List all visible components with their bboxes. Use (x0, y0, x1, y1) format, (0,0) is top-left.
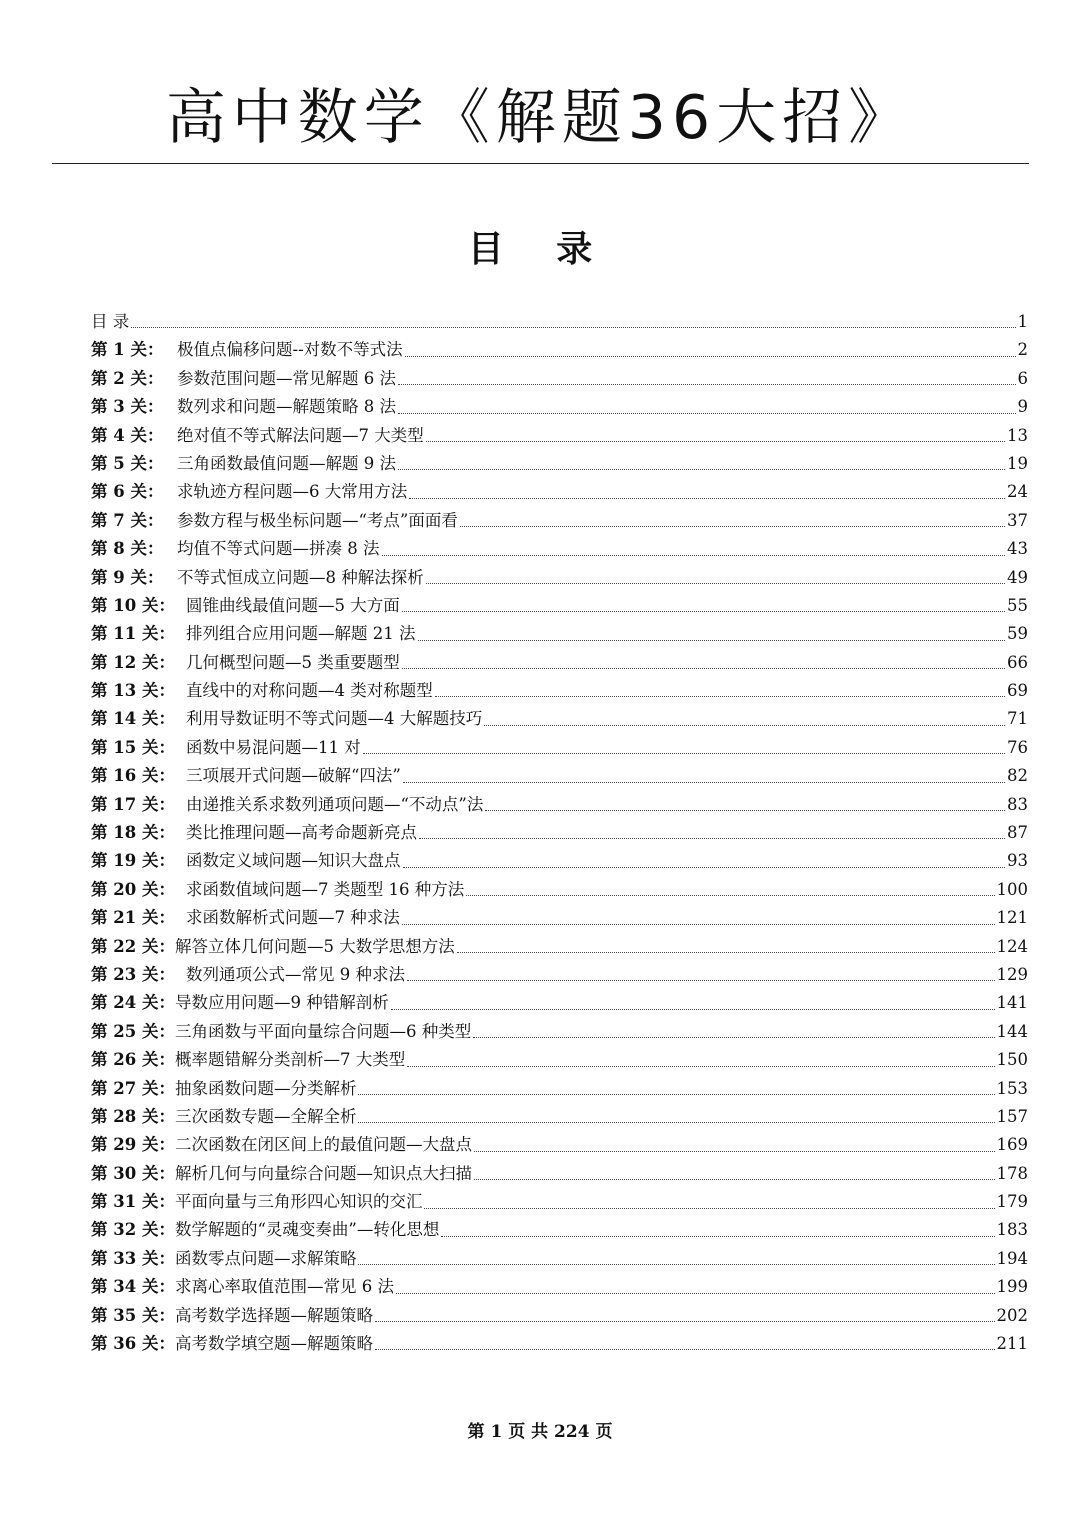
toc-entry-label: 第 29 关： (91, 1135, 175, 1155)
toc-entry-title: 数列通项公式—常见 9 种求法 (186, 964, 405, 984)
toc-entry-label: 第 35 关： (91, 1305, 175, 1325)
toc-entry[interactable] (91, 365, 1028, 393)
toc-dot-leader (407, 1066, 994, 1067)
toc-entry-page: 121 (996, 908, 1028, 928)
toc-entry-title: 平面向量与三角形四心知识的交汇 (174, 1192, 423, 1212)
toc-entry-label: 第 31 关： (91, 1192, 175, 1212)
toc-entry[interactable] (91, 933, 1028, 961)
toc-entry[interactable] (91, 649, 1028, 677)
toc-dot-leader (375, 1321, 995, 1322)
toc-entry-title: 三次函数专题—全解全析 (174, 1106, 357, 1126)
toc-entry-label: 第 18 关： (91, 823, 175, 843)
toc-entry-title: 三角函数最值问题—解题 9 法 (177, 453, 396, 473)
toc-entry-title: 均值不等式问题—拼凑 8 法 (177, 539, 380, 559)
toc-dot-leader (398, 413, 1016, 414)
toc-entry-title: 不等式恒成立问题—8 种解法探析 (177, 567, 424, 587)
toc-entry[interactable] (91, 1103, 1028, 1131)
toc-entry-page: 129 (996, 964, 1028, 984)
toc-entry-page: 24 (1007, 482, 1028, 502)
toc-entry-page: 71 (1007, 709, 1028, 729)
toc-dot-leader (358, 1122, 994, 1123)
toc-entry-title: 由递推关系求数列通项问题—“不动点”法 (186, 794, 484, 814)
toc-entry-label: 第 11 关： (91, 624, 175, 644)
toc-dot-leader (466, 895, 994, 896)
toc-entry-label: 第 17 关： (91, 794, 175, 814)
toc-dot-leader (426, 441, 1005, 442)
toc-entry-page: 6 (1017, 368, 1028, 388)
toc-entry-title: 直线中的对称问题—4 类对称题型 (186, 681, 433, 701)
toc-entry-title: 解析几何与向量综合问题—知识点大扫描 (174, 1163, 472, 1183)
toc-dot-leader (396, 1293, 995, 1294)
toc-dot-leader (403, 867, 1006, 868)
toc-dot-leader (402, 924, 995, 925)
toc-dot-leader (418, 640, 1006, 641)
toc-entry[interactable] (91, 904, 1028, 932)
toc-entry[interactable] (91, 1046, 1028, 1074)
toc-entry-label: 第 23 关： (91, 964, 175, 984)
toc-entry-label: 第 30 关： (91, 1163, 175, 1183)
toc-dot-leader (402, 668, 1005, 669)
toc-entry-label: 第 3 关： (91, 397, 164, 417)
toc-entry-page: 144 (996, 1021, 1028, 1041)
toc-dot-leader (403, 782, 1005, 783)
toc-entry[interactable] (91, 1245, 1028, 1273)
toc-dot-leader (131, 327, 1015, 328)
toc-entry-title: 二次函数在闭区间上的最值问题—大盘点 (174, 1135, 472, 1155)
toc-entry-page: 199 (996, 1277, 1028, 1297)
toc-entry-title: 极值点偏移问题--对数不等式法 (177, 340, 403, 360)
toc-entry-label: 第 7 关： (91, 510, 164, 530)
toc-entry-title: 求函数值域问题—7 类题型 16 种方法 (186, 879, 465, 899)
toc-dot-leader (473, 1037, 994, 1038)
toc-entry-title: 参数方程与极坐标问题—“考点”面面看 (177, 510, 458, 530)
toc-entry-title: 导数应用问题—9 种错解剖析 (174, 993, 389, 1013)
toc-entry-label: 目 录 (91, 311, 130, 331)
toc-entry[interactable] (91, 393, 1028, 421)
toc-entry-label: 第 24 关： (91, 993, 175, 1013)
toc-entry-label: 第 1 关： (91, 340, 164, 360)
toc-entry-page: 69 (1007, 681, 1028, 701)
toc-entry-page: 141 (996, 993, 1028, 1013)
toc-entry-title: 求离心率取值范围—常见 6 法 (174, 1277, 394, 1297)
table-of-contents (91, 308, 1028, 1358)
toc-entry-label: 第 5 关： (91, 453, 164, 473)
toc-entry-page: 153 (996, 1078, 1028, 1098)
toc-entry[interactable] (91, 961, 1028, 989)
toc-entry-page: 100 (996, 879, 1028, 899)
toc-dot-leader (460, 526, 1005, 527)
toc-entry-label: 第 19 关： (91, 851, 175, 871)
toc-entry[interactable] (91, 1302, 1028, 1330)
toc-entry-page: 211 (996, 1334, 1028, 1354)
toc-entry-label: 第 8 关： (91, 539, 164, 559)
toc-entry-page: 76 (1007, 737, 1028, 757)
toc-dot-leader (358, 1094, 994, 1095)
toc-entry[interactable] (91, 1160, 1028, 1188)
toc-entry-page: 124 (996, 936, 1028, 956)
toc-entry-label: 第 26 关： (91, 1050, 175, 1070)
toc-dot-leader (485, 810, 1005, 811)
toc-entry-title: 函数定义域问题—知识大盘点 (186, 851, 401, 871)
toc-entry-label: 第 10 关： (91, 595, 175, 615)
toc-entry-title: 三角函数与平面向量综合问题—6 种类型 (174, 1021, 472, 1041)
toc-dot-leader (398, 469, 1005, 470)
toc-entry[interactable] (91, 507, 1028, 535)
toc-entry-label: 第 15 关： (91, 737, 175, 757)
toc-entry[interactable] (91, 620, 1028, 648)
toc-entry-page: 2 (1017, 340, 1028, 360)
toc-entry[interactable] (91, 308, 1028, 336)
toc-entry-label: 第 9 关： (91, 567, 164, 587)
toc-entry-label: 第 27 关： (91, 1078, 175, 1098)
toc-entry-page: 93 (1007, 851, 1028, 871)
toc-entry-label: 第 4 关： (91, 425, 164, 445)
toc-entry[interactable] (91, 847, 1028, 875)
toc-entry-title: 抽象函数问题—分类解析 (174, 1078, 357, 1098)
toc-entry-label: 第 28 关： (91, 1106, 175, 1126)
toc-dot-leader (409, 498, 1005, 499)
toc-entry-label: 第 13 关： (91, 681, 175, 701)
toc-entry[interactable] (91, 989, 1028, 1017)
toc-entry-page: 43 (1007, 539, 1028, 559)
toc-entry-label: 第 33 关： (91, 1248, 175, 1268)
page-footer: 第 1 页 共 224 页 (467, 1422, 613, 1442)
toc-dot-leader (435, 696, 1005, 697)
toc-entry-title: 解答立体几何问题—5 大数学思想方法 (174, 936, 455, 956)
toc-heading: 目 录 (467, 229, 613, 270)
toc-entry-title: 参数范围问题—常见解题 6 法 (177, 368, 396, 388)
toc-entry-title: 几何概型问题—5 类重要题型 (186, 652, 400, 672)
toc-entry[interactable] (91, 734, 1028, 762)
toc-entry-label: 第 32 关： (91, 1220, 175, 1240)
toc-entry-page: 179 (996, 1192, 1028, 1212)
toc-entry[interactable] (91, 677, 1028, 705)
toc-entry-label: 第 21 关： (91, 908, 175, 928)
toc-entry-page: 1 (1017, 311, 1028, 331)
toc-dot-leader (407, 980, 995, 981)
toc-entry-title: 求函数解析式问题—7 种求法 (186, 908, 400, 928)
toc-entry-label: 第 20 关： (91, 879, 175, 899)
toc-dot-leader (426, 583, 1005, 584)
toc-entry-label: 第 14 关： (91, 709, 175, 729)
toc-entry-page: 150 (996, 1050, 1028, 1070)
toc-entry[interactable] (91, 1273, 1028, 1301)
toc-entry-label: 第 16 关： (91, 766, 175, 786)
toc-dot-leader (375, 1349, 995, 1350)
toc-entry-page: 19 (1007, 453, 1028, 473)
toc-entry-label: 第 22 关： (91, 936, 175, 956)
toc-entry-page: 157 (996, 1106, 1028, 1126)
toc-entry-page: 178 (996, 1163, 1028, 1183)
toc-entry-page: 55 (1007, 595, 1028, 615)
toc-entry-page: 9 (1017, 397, 1028, 417)
toc-entry-page: 83 (1007, 794, 1028, 814)
toc-entry-label: 第 25 关： (91, 1021, 175, 1041)
toc-entry[interactable] (91, 791, 1028, 819)
toc-entry-page: 66 (1007, 652, 1028, 672)
toc-entry-page: 169 (996, 1135, 1028, 1155)
toc-entry[interactable] (91, 1131, 1028, 1159)
toc-entry-label: 第 6 关： (91, 482, 164, 502)
toc-dot-leader (441, 1236, 994, 1237)
toc-dot-leader (474, 1151, 995, 1152)
toc-dot-leader (402, 611, 1005, 612)
toc-entry[interactable] (91, 1018, 1028, 1046)
toc-dot-leader (484, 725, 1005, 726)
toc-entry[interactable] (91, 422, 1028, 450)
toc-entry[interactable] (91, 1188, 1028, 1216)
toc-entry-page: 87 (1007, 823, 1028, 843)
toc-entry[interactable] (91, 1217, 1028, 1245)
toc-dot-leader (419, 838, 1005, 839)
toc-entry-page: 49 (1007, 567, 1028, 587)
toc-entry-page: 202 (996, 1305, 1028, 1325)
toc-dot-leader (405, 356, 1016, 357)
toc-entry[interactable] (91, 592, 1028, 620)
toc-entry-label: 第 34 关： (91, 1277, 175, 1297)
toc-entry-title: 三项展开式问题—破解“四法” (186, 766, 401, 786)
toc-entry-title: 利用导数证明不等式问题—4 大解题技巧 (186, 709, 483, 729)
toc-entry[interactable] (91, 336, 1028, 364)
toc-entry[interactable] (91, 450, 1028, 478)
toc-entry[interactable] (91, 478, 1028, 506)
toc-entry-page: 82 (1007, 766, 1028, 786)
toc-entry-page: 13 (1007, 425, 1028, 445)
toc-dot-leader (363, 753, 1005, 754)
toc-entry[interactable] (91, 535, 1028, 563)
toc-entry[interactable] (91, 1330, 1028, 1358)
toc-entry[interactable] (91, 564, 1028, 592)
toc-dot-leader (358, 1264, 994, 1265)
toc-dot-leader (457, 952, 995, 953)
toc-entry-title: 高考数学选择题—解题策略 (174, 1305, 373, 1325)
toc-entry[interactable] (91, 876, 1028, 904)
toc-entry[interactable] (91, 1075, 1028, 1103)
toc-entry-page: 194 (996, 1248, 1028, 1268)
toc-entry-title: 概率题错解分类剖析—7 大类型 (174, 1050, 406, 1070)
toc-entry[interactable] (91, 819, 1028, 847)
toc-entry-title: 数列求和问题—解题策略 8 法 (177, 397, 396, 417)
toc-entry-title: 绝对值不等式解法问题—7 大类型 (177, 425, 424, 445)
toc-entry[interactable] (91, 762, 1028, 790)
toc-dot-leader (398, 384, 1016, 385)
toc-entry-page: 37 (1007, 510, 1028, 530)
toc-entry-title: 圆锥曲线最值问题—5 大方面 (186, 595, 400, 615)
toc-entry[interactable] (91, 705, 1028, 733)
toc-dot-leader (474, 1179, 995, 1180)
toc-entry-title: 高考数学填空题—解题策略 (174, 1334, 373, 1354)
toc-entry-title: 求轨迹方程问题—6 大常用方法 (177, 482, 408, 502)
toc-dot-leader (424, 1208, 994, 1209)
toc-entry-page: 183 (996, 1220, 1028, 1240)
toc-entry-title: 数学解题的“灵魂变奏曲”—转化思想 (174, 1220, 440, 1240)
toc-entry-title: 函数中易混问题—11 对 (186, 737, 361, 757)
toc-entry-title: 类比推理问题—高考命题新亮点 (186, 823, 417, 843)
title-divider (52, 163, 1029, 164)
toc-entry-label: 第 12 关： (91, 652, 175, 672)
toc-entry-label: 第 36 关： (91, 1334, 175, 1354)
toc-entry-title: 函数零点问题—求解策略 (174, 1248, 357, 1268)
toc-dot-leader (382, 555, 1006, 556)
toc-dot-leader (391, 1009, 995, 1010)
document-title: 高中数学《解题36大招》 (165, 83, 915, 153)
toc-entry-page: 59 (1007, 624, 1028, 644)
toc-entry-title: 排列组合应用问题—解题 21 法 (186, 624, 416, 644)
toc-entry-label: 第 2 关： (91, 368, 164, 388)
